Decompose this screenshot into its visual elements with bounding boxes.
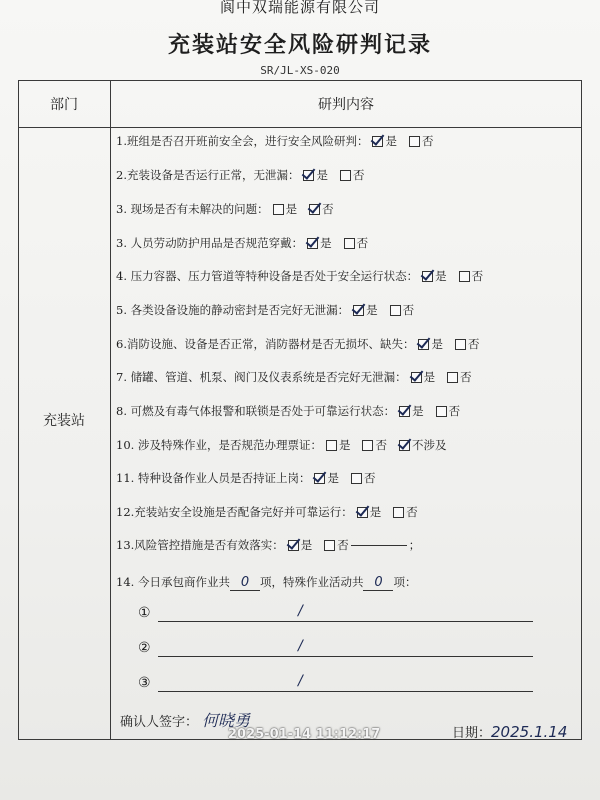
checklist-item: [116, 336, 479, 352]
activity-number: ②: [138, 640, 151, 656]
checklist-item: [116, 235, 368, 251]
checked-box-icon[interactable]: [303, 170, 314, 181]
checked-box-icon[interactable]: [399, 440, 410, 451]
checked-box-icon[interactable]: [422, 271, 433, 282]
checkbox-option[interactable]: [409, 133, 434, 149]
checklist-item: [116, 133, 433, 149]
checklist-item: [116, 302, 414, 318]
checklist-item-text: 8. 可燃及有毒气体报警和联锁是否处于可靠运行状态：: [116, 404, 396, 418]
checkbox-label: 是: [423, 370, 436, 384]
checked-box-icon[interactable]: [314, 473, 325, 484]
activity-line[interactable]: [158, 621, 533, 622]
activity-value: /: [298, 638, 303, 654]
empty-box-icon[interactable]: [393, 507, 404, 518]
empty-box-icon[interactable]: [351, 473, 362, 484]
checklist-item: [116, 369, 472, 385]
checked-box-icon[interactable]: [399, 406, 410, 417]
checkbox-label: 是: [431, 337, 443, 351]
checked-box-icon[interactable]: [411, 372, 422, 383]
checkbox-label: 不涉及: [411, 438, 447, 452]
empty-box-icon[interactable]: [436, 406, 447, 417]
empty-box-icon[interactable]: [344, 238, 355, 249]
checkbox-label: 否: [337, 538, 349, 552]
checklist-item-text: 11. 特种设备作业人员是否持证上岗：: [116, 471, 311, 485]
activity-number: ①: [138, 605, 151, 621]
empty-box-icon[interactable]: [273, 204, 284, 215]
checkbox-label: 否: [363, 471, 376, 485]
empty-box-icon[interactable]: [447, 372, 458, 383]
checkbox-option[interactable]: [362, 437, 387, 453]
date-value[interactable]: 2025.1.14: [491, 723, 568, 741]
empty-box-icon[interactable]: [326, 440, 337, 451]
checkbox-option[interactable]: [324, 537, 349, 553]
checklist-item: [116, 403, 460, 419]
checklist-item: [116, 201, 334, 217]
q14-suffix: 项：: [393, 575, 417, 589]
checkbox-label: 是: [385, 134, 397, 148]
checked-box-icon[interactable]: [357, 507, 368, 518]
checkbox-label: 是: [366, 303, 378, 317]
checkbox-option[interactable]: [393, 504, 418, 520]
checklist-item-text: 7. 储罐、管道、机泵、阀门及仪表系统是否完好无泄漏：: [116, 370, 407, 384]
empty-box-icon[interactable]: [455, 339, 466, 350]
checked-box-icon[interactable]: [288, 540, 299, 551]
checkbox-option[interactable]: [422, 268, 447, 284]
checklist-item: [116, 167, 364, 183]
column-header-dept: 部门: [50, 96, 78, 113]
signature[interactable]: 何晓勇: [202, 711, 251, 730]
checkbox-label: 否: [375, 438, 387, 452]
checklist-item: [116, 437, 446, 453]
header-divider: [18, 127, 582, 128]
checked-box-icon[interactable]: [418, 339, 429, 350]
checkbox-label: 是: [412, 404, 424, 418]
checkbox-option[interactable]: [418, 336, 443, 352]
empty-box-icon[interactable]: [390, 305, 401, 316]
checkbox-option[interactable]: [344, 235, 369, 251]
checklist-item-text: 1.班组是否召开班前安全会，进行安全风险研判：: [116, 134, 369, 148]
checkbox-label: 否: [322, 202, 334, 216]
checkbox-label: 是: [338, 438, 351, 452]
checkbox-option[interactable]: [340, 167, 365, 183]
checkbox-label: 否: [467, 337, 480, 351]
checkbox-label: 是: [300, 538, 313, 552]
q14-middle: 项，特殊作业活动共: [259, 575, 364, 589]
empty-box-icon[interactable]: [409, 136, 420, 147]
date-label: 日期：: [452, 726, 492, 741]
checkbox-option[interactable]: [399, 437, 447, 453]
checklist-item-text: 10. 涉及特殊作业，是否规范办理票证：: [116, 438, 322, 452]
confirm-label: 确认人签字：: [120, 715, 199, 730]
checkbox-option[interactable]: [351, 470, 376, 486]
checkbox-option[interactable]: [436, 403, 461, 419]
checkbox-option[interactable]: [357, 504, 382, 520]
checked-box-icon[interactable]: [309, 204, 320, 215]
checklist-item-text: 4. 压力容器、压力管道等特种设备是否处于安全运行状态：: [116, 269, 419, 283]
column-header-content: 研判内容: [318, 96, 374, 113]
checkbox-option[interactable]: [390, 302, 415, 318]
checkbox-option[interactable]: [314, 470, 339, 486]
special-work-count[interactable]: 0: [363, 575, 393, 591]
checklist-item: [116, 268, 483, 284]
checkbox-label: 否: [471, 269, 484, 283]
checkbox-option[interactable]: [288, 537, 313, 553]
checked-box-icon[interactable]: [372, 136, 383, 147]
empty-box-icon[interactable]: [459, 271, 470, 282]
checklist-item-text: 2.充装设备是否运行正常，无泄漏：: [116, 168, 300, 182]
checked-box-icon[interactable]: [307, 238, 318, 249]
checkbox-option[interactable]: [372, 133, 397, 149]
form-code: SR/JL-XS-020: [260, 64, 340, 77]
activity-value: /: [298, 603, 303, 619]
checkbox-label: 否: [448, 404, 461, 418]
checkbox-label: 否: [406, 505, 418, 519]
checkbox-option[interactable]: [447, 369, 472, 385]
activity-line[interactable]: [158, 691, 533, 692]
checkbox-option[interactable]: [411, 369, 436, 385]
empty-box-icon[interactable]: [340, 170, 351, 181]
activity-number: ③: [138, 675, 151, 691]
checkbox-option[interactable]: [307, 235, 332, 251]
checked-box-icon[interactable]: [353, 305, 364, 316]
checklist-item: [116, 470, 375, 486]
checkbox-label: 否: [421, 134, 434, 148]
empty-box-icon[interactable]: [324, 540, 335, 551]
photo-timestamp: 2025-01-14 11:12:17: [228, 727, 381, 742]
contractor-count[interactable]: 0: [230, 575, 260, 591]
checkbox-option[interactable]: [399, 403, 424, 419]
checkbox-option[interactable]: [303, 167, 328, 183]
checkbox-label: 是: [435, 269, 447, 283]
form-title: 充装站安全风险研判记录: [167, 32, 432, 58]
checkbox-option[interactable]: [273, 201, 298, 217]
checkbox-option[interactable]: [353, 302, 378, 318]
empty-box-icon[interactable]: [362, 440, 373, 451]
company-name: 阆中双瑞能源有限公司: [219, 0, 380, 16]
contractor-question: [116, 574, 416, 591]
checkbox-label: 是: [369, 505, 382, 519]
checklist-item: [116, 504, 418, 520]
checkbox-label: 是: [320, 236, 332, 250]
checkbox-label: 是: [285, 202, 298, 216]
checkbox-label: 是: [327, 471, 339, 485]
trailing-punct: ；: [408, 538, 421, 552]
checkbox-label: 否: [356, 236, 369, 250]
dept-name: 充装站: [43, 413, 85, 429]
checkbox-label: 否: [352, 168, 365, 182]
checklist-item: [116, 537, 420, 553]
column-divider: [110, 80, 111, 740]
checkbox-option[interactable]: [309, 201, 334, 217]
checklist-item-text: 3. 人员劳动防护用品是否规范穿戴：: [116, 236, 304, 250]
checkbox-label: 否: [460, 370, 472, 384]
blank-line[interactable]: [351, 545, 407, 546]
activity-value: /: [298, 673, 303, 689]
checklist-item-text: 13.风险管控措施是否有效落实：: [116, 538, 284, 552]
checklist-item-text: 6.消防设施、设备是否正常，消防器材是否无损坏、缺失：: [116, 337, 415, 351]
date-field: [452, 722, 567, 741]
checklist-item-text: 3. 现场是否有未解决的问题：: [116, 202, 269, 216]
checklist-item-text: 12.充装站安全设施是否配备完好并可靠运行：: [116, 505, 353, 519]
q14-prefix: 14. 今日承包商作业共: [116, 575, 230, 589]
checkbox-option[interactable]: [326, 437, 351, 453]
checkbox-option[interactable]: [455, 336, 480, 352]
checklist-item-text: 5. 各类设备设施的静动密封是否完好无泄漏：: [116, 303, 350, 317]
activity-line[interactable]: [158, 656, 533, 657]
checkbox-label: 是: [316, 168, 328, 182]
checkbox-option[interactable]: [459, 268, 484, 284]
checkbox-label: 否: [402, 303, 415, 317]
